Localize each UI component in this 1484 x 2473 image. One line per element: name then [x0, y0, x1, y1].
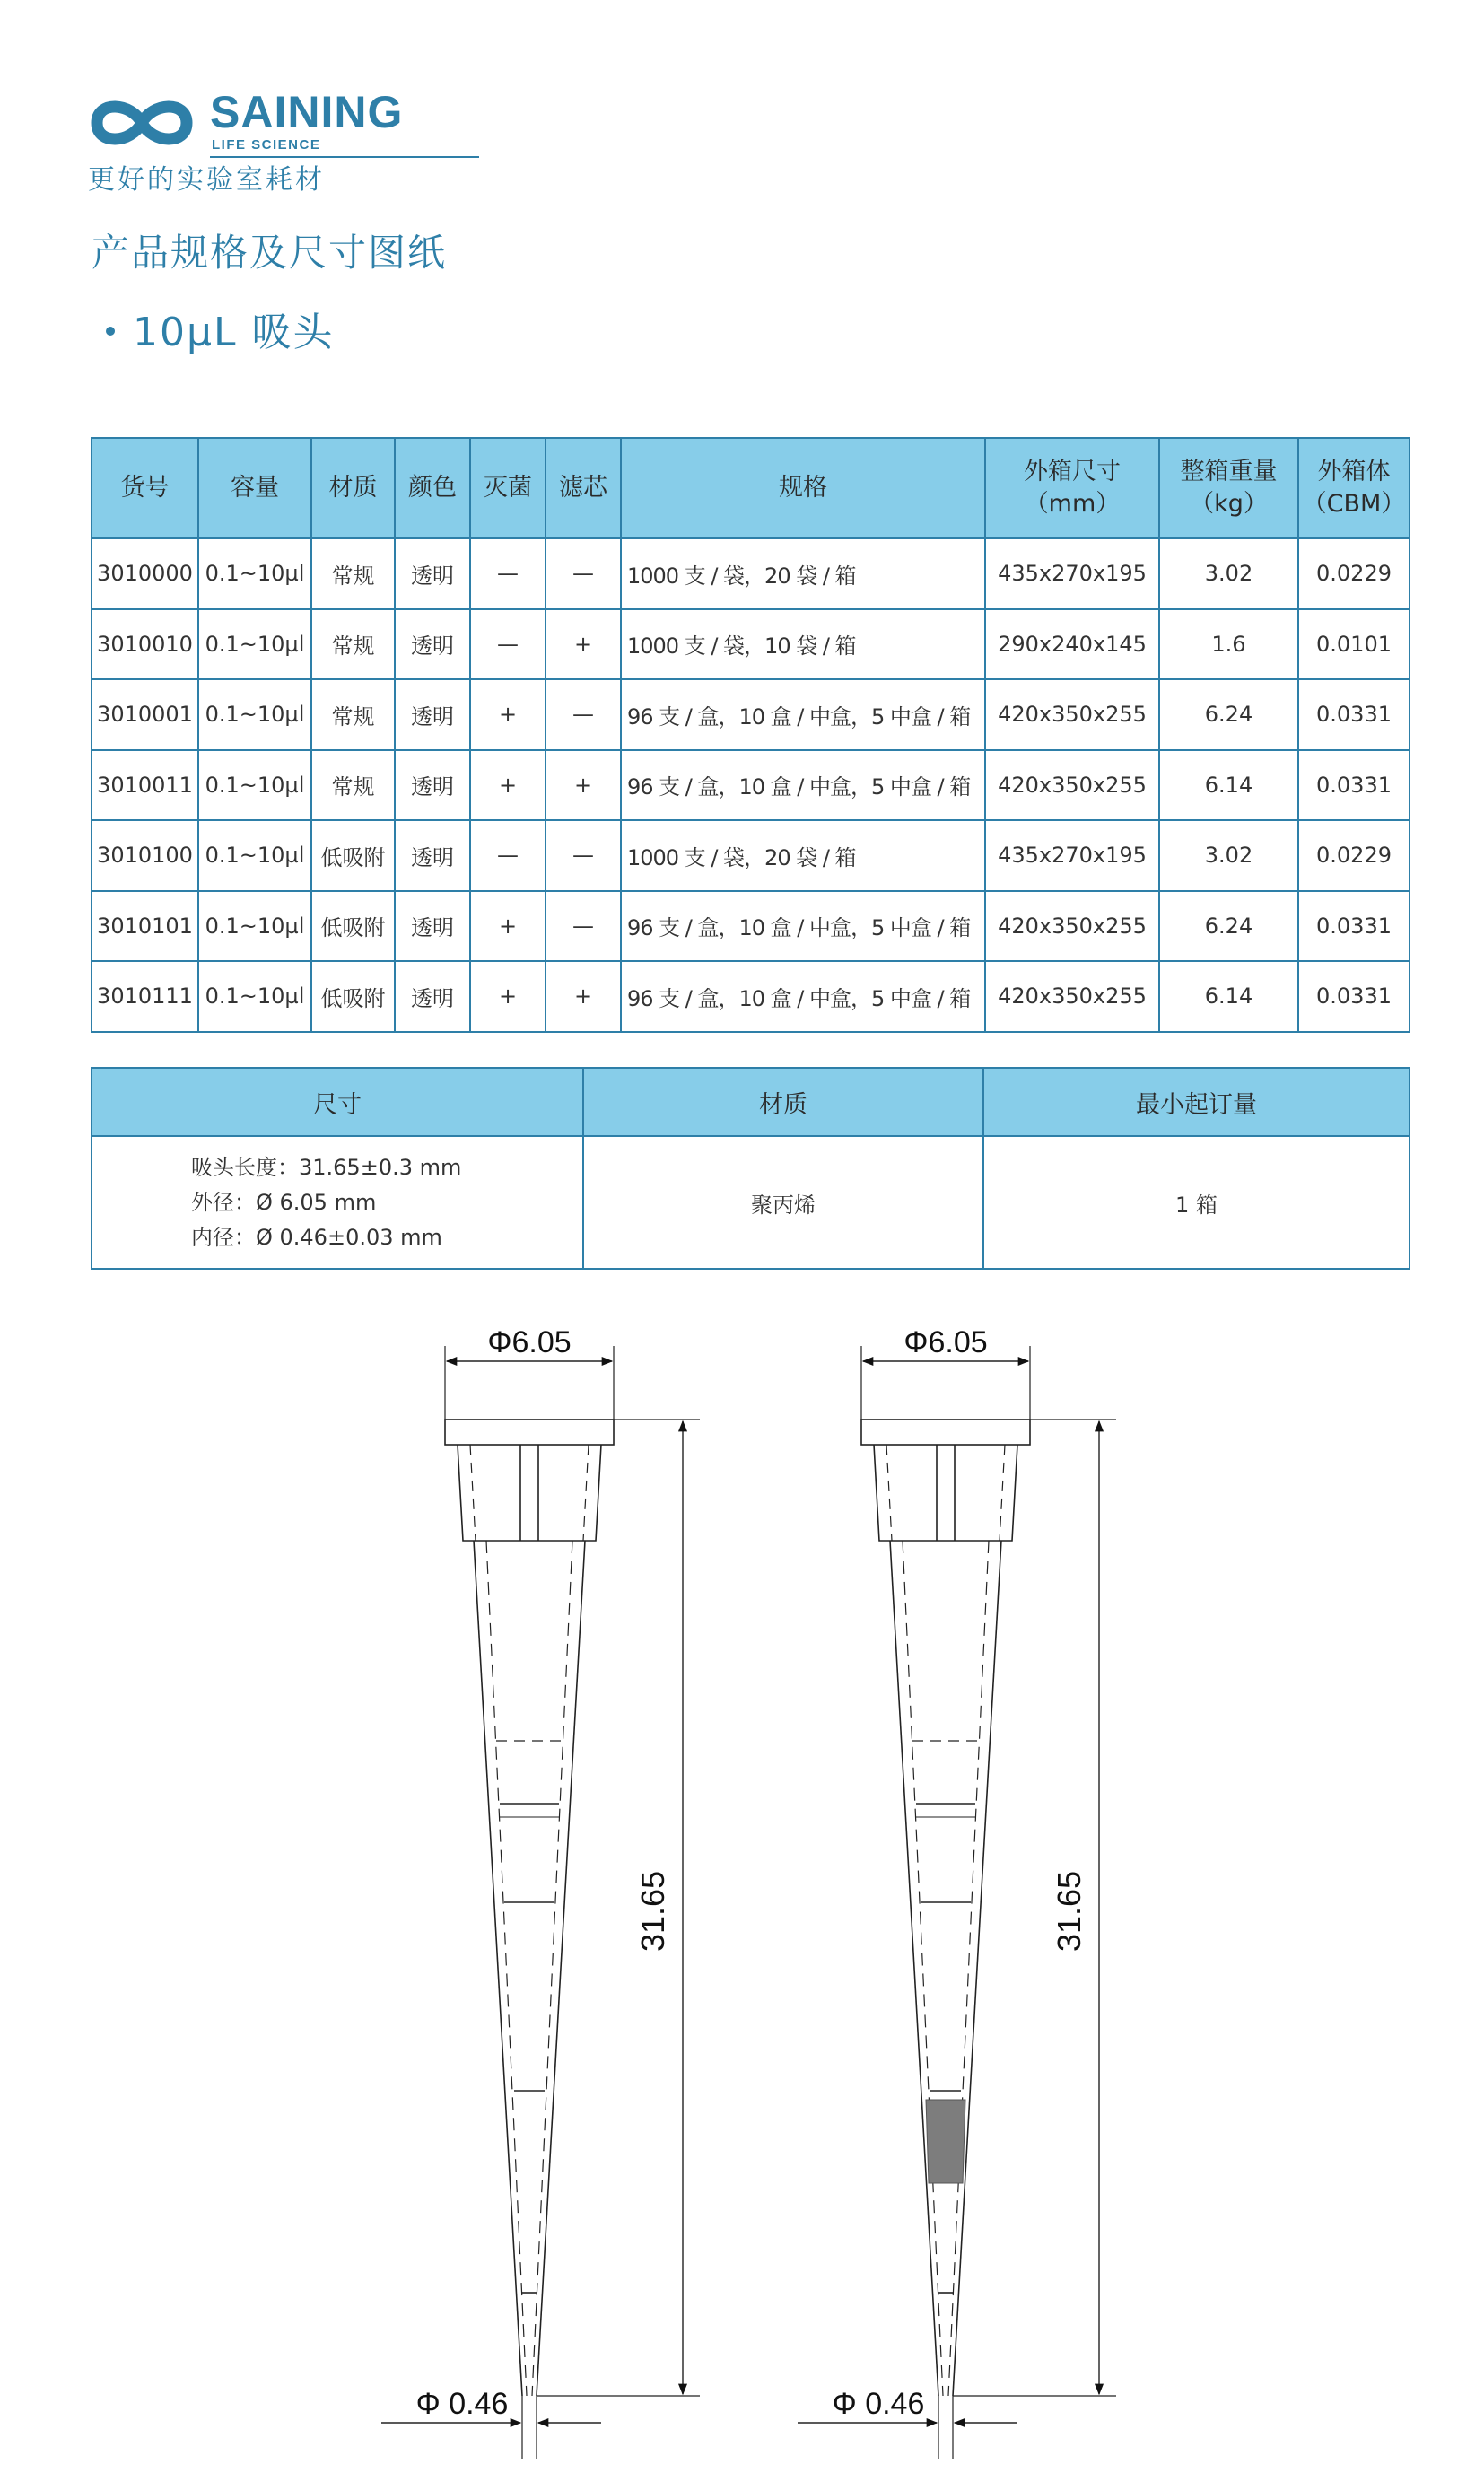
cell-carton-size: 435x270x195	[985, 820, 1159, 891]
tip-filter	[926, 2100, 965, 2183]
header-material: 材质	[311, 438, 395, 538]
cell-item-no: 3010000	[92, 538, 198, 609]
cell-carton-size: 420x350x255	[985, 891, 1159, 962]
moq-cell: 1 箱	[983, 1136, 1410, 1269]
table-row	[92, 750, 1410, 821]
bullet-icon	[106, 327, 115, 336]
tip-hub-inner-wall	[470, 1445, 476, 1541]
outer-diameter: 外径：Ø 6.05 mm	[191, 1189, 377, 1215]
tip-diameter-label: Φ 0.46	[832, 2387, 925, 2421]
cell-material: 常规	[311, 679, 395, 750]
page-title: 产品规格及尺寸图纸	[92, 231, 448, 275]
dimensions-cell	[92, 1136, 583, 1269]
material-cell: 聚丙烯	[583, 1136, 983, 1269]
cell-sterile: +	[470, 750, 546, 821]
cell-item-no: 3010100	[92, 820, 198, 891]
cell-carton-weight: 6.14	[1159, 750, 1298, 821]
tip-outer-wall	[890, 1541, 938, 2396]
cell-material: 低吸附	[311, 891, 395, 962]
logo-divider	[210, 156, 479, 158]
table-row	[92, 961, 1410, 1032]
cell-color: 透明	[395, 538, 470, 609]
cell-carton-volume: 0.0331	[1298, 679, 1410, 750]
tip-inner-wall	[948, 1541, 989, 2396]
cell-material: 低吸附	[311, 820, 395, 891]
cell-capacity: 0.1~10µl	[198, 891, 311, 962]
cell-packing: 96 支 / 盒，10 盒 / 中盒，5 中盒 / 箱	[621, 891, 985, 962]
cell-capacity: 0.1~10µl	[198, 609, 311, 680]
product-title-text: 10μL 吸头	[133, 310, 335, 355]
tip-drawings	[0, 1310, 1484, 2473]
brand-subtitle: LIFE SCIENCE	[212, 137, 321, 153]
tip-inner-wall	[903, 1541, 943, 2396]
info-table-header	[92, 1068, 1410, 1136]
cell-carton-size: 290x240x145	[985, 609, 1159, 680]
tip-drawing-standard	[381, 1325, 700, 2459]
cell-capacity: 0.1~10µl	[198, 538, 311, 609]
cell-carton-size: 420x350x255	[985, 750, 1159, 821]
cell-color: 透明	[395, 609, 470, 680]
header-dimensions: 尺寸	[92, 1068, 583, 1136]
cell-packing: 1000 支 / 袋，20 袋 / 箱	[621, 820, 985, 891]
tip-hub-inner-wall	[583, 1445, 589, 1541]
tip-collar	[445, 1420, 614, 1445]
table-row	[92, 609, 1410, 680]
tip-hub	[458, 1445, 601, 1541]
cell-sterile: —	[470, 609, 546, 680]
cell-packing: 1000 支 / 袋，20 袋 / 箱	[621, 538, 985, 609]
length-label: 31.65	[1051, 1870, 1087, 1953]
cell-color: 透明	[395, 891, 470, 962]
cell-material: 常规	[311, 538, 395, 609]
tip-inner-wall	[486, 1541, 527, 2396]
tip-collar	[861, 1420, 1030, 1445]
cell-filter: —	[546, 538, 621, 609]
length-label: 31.65	[634, 1870, 671, 1953]
outer-diameter-label: Φ6.05	[487, 1325, 572, 1359]
cell-carton-weight: 6.24	[1159, 679, 1298, 750]
cell-carton-volume: 0.0331	[1298, 961, 1410, 1032]
header-carton-volume: 外箱体 （CBM）	[1298, 438, 1410, 538]
tip-drawing-filter	[798, 1325, 1116, 2459]
cell-packing: 1000 支 / 袋，10 袋 / 箱	[621, 609, 985, 680]
cell-carton-size: 420x350x255	[985, 679, 1159, 750]
cell-carton-weight: 3.02	[1159, 820, 1298, 891]
cell-carton-volume: 0.0331	[1298, 750, 1410, 821]
cell-material: 低吸附	[311, 961, 395, 1032]
cell-capacity: 0.1~10µl	[198, 679, 311, 750]
table-row	[92, 538, 1410, 609]
cell-sterile: —	[470, 538, 546, 609]
cell-color: 透明	[395, 750, 470, 821]
table-row	[92, 679, 1410, 750]
table-row	[92, 891, 1410, 962]
header-info-material: 材质	[583, 1068, 983, 1136]
spec-table	[91, 437, 1410, 1033]
header-packing: 规格	[621, 438, 985, 538]
product-title	[106, 305, 334, 361]
cell-carton-volume: 0.0101	[1298, 609, 1410, 680]
cell-carton-weight: 6.14	[1159, 961, 1298, 1032]
cell-carton-size: 420x350x255	[985, 961, 1159, 1032]
cell-carton-weight: 6.24	[1159, 891, 1298, 962]
cell-carton-weight: 1.6	[1159, 609, 1298, 680]
cell-carton-size: 435x270x195	[985, 538, 1159, 609]
header-carton-size: 外箱尺寸 （mm）	[985, 438, 1159, 538]
cell-capacity: 0.1~10µl	[198, 750, 311, 821]
header-carton-weight: 整箱重量 （kg）	[1159, 438, 1298, 538]
cell-filter: —	[546, 679, 621, 750]
brand-name: SAINING	[210, 87, 404, 137]
cell-sterile: —	[470, 820, 546, 891]
cell-packing: 96 支 / 盒，10 盒 / 中盒，5 中盒 / 箱	[621, 679, 985, 750]
header-moq: 最小起订量	[983, 1068, 1410, 1136]
cell-material: 常规	[311, 609, 395, 680]
tip-hub	[874, 1445, 1017, 1541]
cell-item-no: 3010011	[92, 750, 198, 821]
cell-filter: —	[546, 820, 621, 891]
cell-packing: 96 支 / 盒，10 盒 / 中盒，5 中盒 / 箱	[621, 750, 985, 821]
cell-color: 透明	[395, 679, 470, 750]
cell-sterile: +	[470, 679, 546, 750]
cell-filter: —	[546, 891, 621, 962]
cell-carton-volume: 0.0229	[1298, 538, 1410, 609]
cell-item-no: 3010111	[92, 961, 198, 1032]
infinity-logo-icon	[88, 92, 196, 154]
cell-color: 透明	[395, 961, 470, 1032]
header-item-no: 货号	[92, 438, 198, 538]
tip-outer-wall	[474, 1541, 522, 2396]
cell-item-no: 3010001	[92, 679, 198, 750]
header-sterile: 灭菌	[470, 438, 546, 538]
cell-carton-weight: 3.02	[1159, 538, 1298, 609]
cell-capacity: 0.1~10µl	[198, 820, 311, 891]
cell-filter: +	[546, 750, 621, 821]
info-table	[91, 1067, 1410, 1270]
cell-sterile: +	[470, 961, 546, 1032]
tip-length: 吸头长度：31.65±0.3 mm	[191, 1154, 462, 1180]
tip-outer-wall	[953, 1541, 1001, 2396]
cell-filter: +	[546, 609, 621, 680]
brand-slogan: 更好的实验室耗材	[88, 164, 325, 196]
info-table-row	[92, 1136, 1410, 1269]
cell-material: 常规	[311, 750, 395, 821]
cell-packing: 96 支 / 盒，10 盒 / 中盒，5 中盒 / 箱	[621, 961, 985, 1032]
cell-filter: +	[546, 961, 621, 1032]
outer-diameter-label: Φ6.05	[903, 1325, 988, 1359]
header-capacity: 容量	[198, 438, 311, 538]
cell-sterile: +	[470, 891, 546, 962]
inner-diameter: 内径：Ø 0.46±0.03 mm	[191, 1224, 442, 1250]
tip-hub-inner-wall	[886, 1445, 892, 1541]
spec-table-header	[92, 438, 1410, 538]
brand-logo	[88, 86, 429, 203]
cell-carton-volume: 0.0229	[1298, 820, 1410, 891]
header-color: 颜色	[395, 438, 470, 538]
cell-capacity: 0.1~10µl	[198, 961, 311, 1032]
tip-hub-inner-wall	[1000, 1445, 1005, 1541]
tip-outer-wall	[537, 1541, 585, 2396]
tip-diameter-label: Φ 0.46	[415, 2387, 509, 2421]
cell-carton-volume: 0.0331	[1298, 891, 1410, 962]
cell-color: 透明	[395, 820, 470, 891]
header-filter: 滤芯	[546, 438, 621, 538]
cell-item-no: 3010101	[92, 891, 198, 962]
tip-inner-wall	[532, 1541, 572, 2396]
cell-item-no: 3010010	[92, 609, 198, 680]
table-row	[92, 820, 1410, 891]
